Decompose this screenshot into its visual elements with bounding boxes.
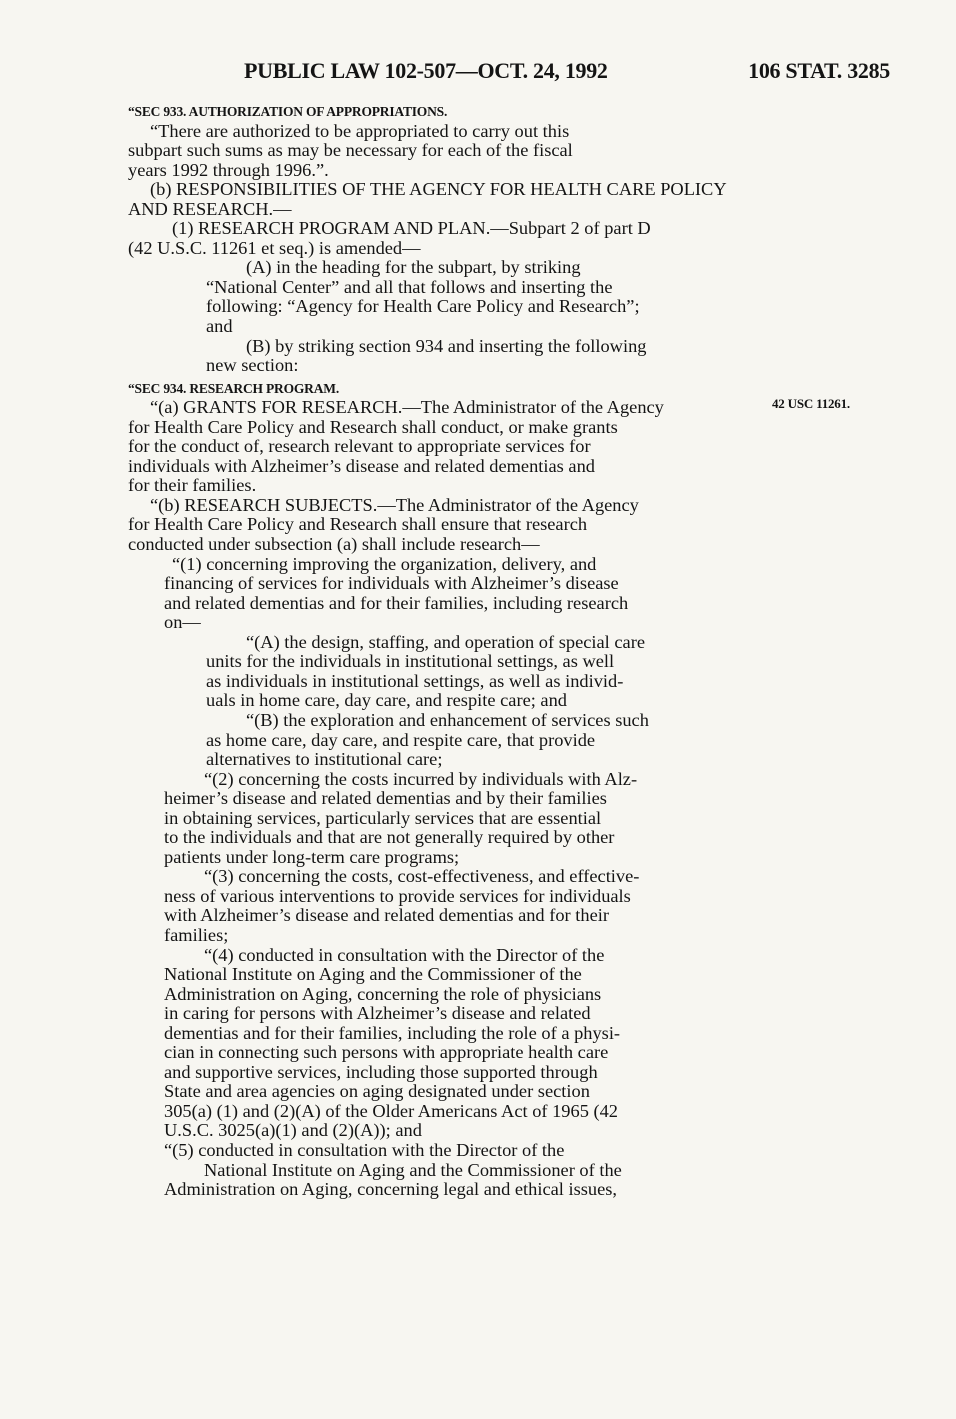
text-line: AND RESEARCH.— [128, 198, 292, 219]
text-line: “(5) conducted in consultation with the Director of the [164, 1139, 565, 1160]
text-line: as individuals in institutional settings, as well as individ- [206, 670, 624, 691]
text-line: for Health Care Policy and Research shall ensure that research [128, 514, 588, 535]
text-line: Administration on Aging, concerning the role of physicians [164, 983, 602, 1004]
text-line: (A) in the heading for the subpart, by striking [246, 257, 581, 278]
text-line: “(4) conducted in consultation with the Director of the [204, 944, 605, 965]
text-line: (B) by striking section 934 and inserting the following [246, 335, 647, 356]
text-line: (b) RESPONSIBILITIES OF THE AGENCY FOR HEALTH CARE POLICY [150, 179, 727, 200]
text-line: State and area agencies on aging designated under section [164, 1081, 590, 1102]
text-line: “(A) the design, staffing, and operation of special care [246, 631, 645, 652]
document-body [128, 102, 752, 1200]
text-line: “There are authorized to be appropriated to carry out this [150, 120, 570, 141]
text-line: conducted under subsection (a) shall include research— [128, 534, 540, 555]
text-line: (1) RESEARCH PROGRAM AND PLAN.—Subpart 2 of part D [172, 218, 651, 239]
text-line: “(B) the exploration and enhancement of services such [246, 709, 649, 730]
text-line: “(3) concerning the costs, cost-effectiveness, and effective- [204, 866, 640, 887]
text-line: (42 U.S.C. 11261 et seq.) is amended— [128, 237, 421, 258]
text-line: units for the individuals in institutional settings, as well [206, 651, 615, 672]
margin-citation: 42 USC 11261. [772, 396, 850, 411]
text-line: for the conduct of, research relevant to appropriate services for [128, 436, 591, 457]
text-line: for Health Care Policy and Research shall conduct, or make grants [128, 416, 618, 437]
text-line: in obtaining services, particularly services that are essential [164, 807, 602, 828]
text-line: 305(a) (1) and (2)(A) of the Older Americans Act of 1965 (42 [164, 1100, 618, 1121]
page-header [244, 58, 890, 88]
text-line: dementias and for their families, including the role of a physi- [164, 1022, 621, 1043]
text-line: cian in connecting such persons with appropriate health care [164, 1042, 609, 1063]
text-line: “(2) concerning the costs incurred by individuals with Alz- [204, 768, 638, 789]
text-line: U.S.C. 3025(a)(1) and (2)(A)); and [164, 1120, 422, 1141]
text-line: and supportive services, including those supported through [164, 1061, 598, 1082]
text-line: ness of various interventions to provide services for individuals [164, 885, 631, 906]
text-line: in caring for persons with Alzheimer’s disease and related [164, 1003, 591, 1024]
text-line: “National Center” and all that follows and inserting the [206, 276, 613, 297]
text-line: for their families. [128, 475, 257, 496]
text-line: financing of services for individuals with Alzheimer’s disease [164, 573, 619, 594]
law-title: PUBLIC LAW 102-507—OCT. 24, 1992 [244, 58, 608, 83]
text-line: alternatives to institutional care; [206, 749, 443, 770]
text-line: uals in home care, day care, and respite care; and [206, 690, 567, 711]
text-line: Administration on Aging, concerning legal and ethical issues, [164, 1179, 618, 1200]
text-line: patients under long-term care programs; [164, 846, 460, 867]
text-line: National Institute on Aging and the Commissioner of the [164, 964, 582, 985]
text-line: and [206, 316, 233, 337]
text-line: heimer’s disease and related dementias and by their families [164, 788, 607, 809]
text-line: “(1) concerning improving the organization, delivery, and [172, 553, 597, 574]
text-line: on— [164, 612, 201, 633]
text-line: years 1992 through 1996.”. [128, 159, 329, 180]
text-line: to the individuals and that are not generally required by other [164, 827, 615, 848]
text-line: as home care, day care, and respite care, that provide [206, 729, 596, 750]
text-line: “(a) GRANTS FOR RESEARCH.—The Administrator of the Agency [150, 397, 664, 418]
text-line: individuals with Alzheimer’s disease and related dementias and [128, 455, 595, 476]
text-line: with Alzheimer’s disease and related dementias and for their [164, 905, 609, 926]
section-heading: “SEC 934. RESEARCH PROGRAM. [128, 380, 339, 396]
text-line: subpart such sums as may be necessary for each of the fiscal [128, 140, 573, 161]
text-line: families; [164, 924, 229, 945]
text-line: National Institute on Aging and the Commissioner of the [204, 1159, 622, 1180]
text-line: and related dementias and for their families, including research [164, 592, 629, 613]
text-line: following: “Agency for Health Care Policy and Research”; [206, 296, 640, 317]
stat-reference: 106 STAT. 3285 [748, 58, 890, 83]
text-line: new section: [206, 355, 299, 376]
text-line: “(b) RESEARCH SUBJECTS.—The Administrator of the Agency [150, 494, 639, 515]
section-heading: “SEC 933. AUTHORIZATION OF APPROPRIATIONS. [128, 104, 448, 119]
